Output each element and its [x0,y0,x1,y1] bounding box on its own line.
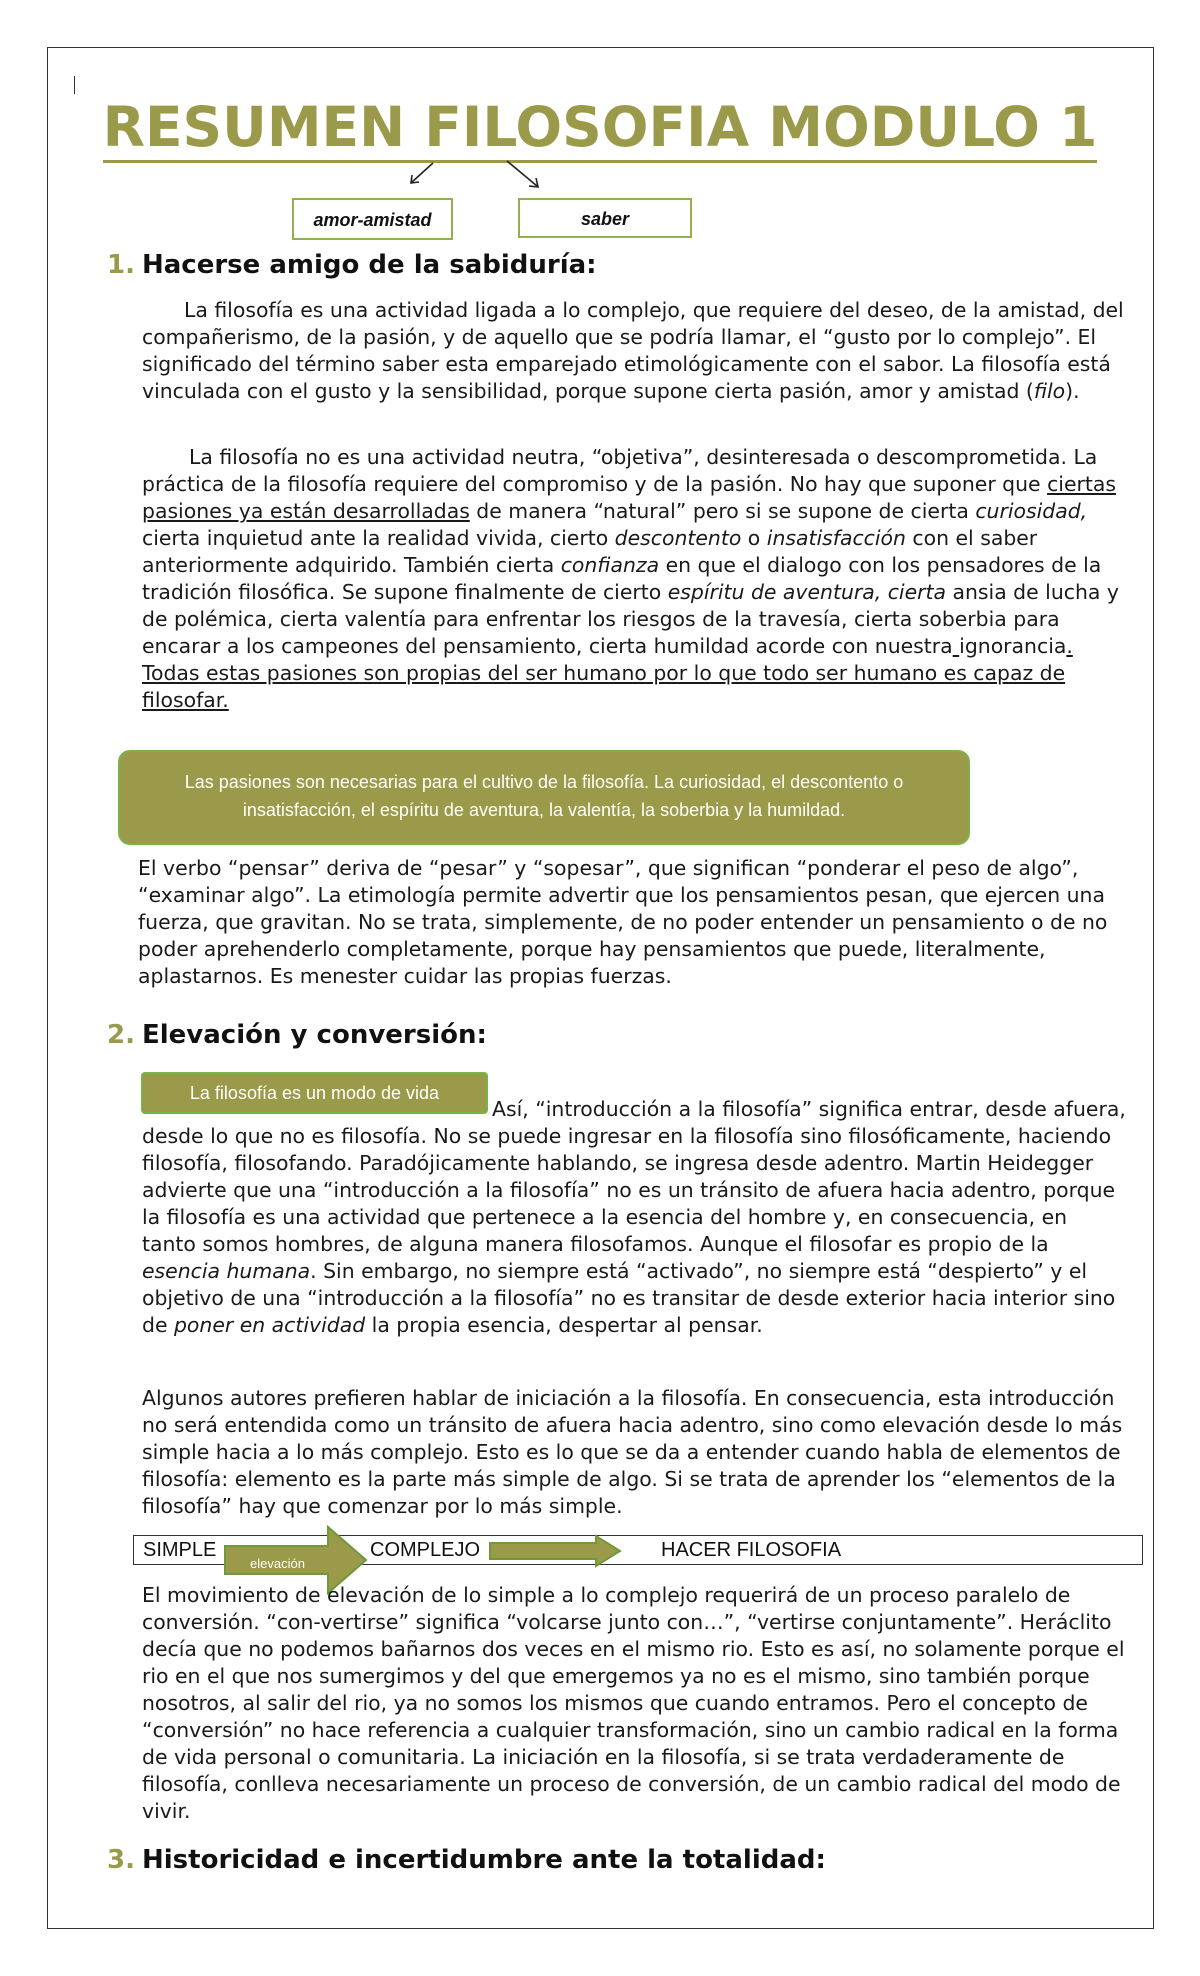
etymology-box-amor: amor-amistad [292,198,453,240]
s1p2-a: La filosofía no es una actividad neutra, “objetiva”, desinteresada o descomprometida. La práctica de la filosofía requiere del compromiso y de la pasión. No hay que suponer que [142,445,1098,496]
document-title-text: RESUMEN FILOSOFIA MODULO 1 [103,95,1098,163]
s1p2-e: con el saber anteriormente adquirido. También cierta [142,526,1038,577]
s1p2-underline-1: ciertas pasiones ya están desarrolladas [142,472,1116,523]
s1p1-text: La filosofía es una actividad ligada a lo complejo, que requiere del deseo, de la amistad, del compañerismo, de la pasión, y de aquello que se podría llamar, el “gusto por lo complejo”. El significado del término saber esta emparejado etimológicamente con el sabor. La filosofía está vinculada con el gusto y la sensibilidad, porque supone cierta pasión, amor y amistad ( [142,298,1124,403]
etymology-box-saber: saber [518,198,692,238]
s2p1-italic-2: poner en actividad [173,1313,366,1337]
s1p2-underline-period: . [1066,634,1073,658]
s1p2-g: ansia de lucha y de polémica, cierta valentía para enfrentar los riesgos de la travesía, cierta soberbia para encarar a los campeones del pensamiento, cierta humildad acorde con nuestra [142,580,1119,658]
s2p3-text: El movimiento de elevación de lo simple a lo complejo requerirá de un proceso paralelo de conversión. “con-vertirse” significa “volcarse junto con…”, “vertirse conjuntamente”. Heráclito decía que no podemos bañarnos dos veces en el mismo rio. Esto es así, no solamente porque el rio en el que nos sumergimos y del que emergemos ya no es el mismo, sino también porque nosotros, al salir del rio, ya no somos los mismos que cuando entramos. Pero el concepto de “conversión” no hace referencia a cualquier transformación, sino un cambio radical en la forma de vida personal o comunitaria. La iniciación en la filosofía, si se trata verdaderamente de filosofía, conlleva necesariamente un proceso de conversión, de un cambio radical del modo de vivir. [142,1583,1125,1823]
s2p1-c: la propia esencia, despertar al pensar. [365,1313,763,1337]
s2p1-b: . Sin embargo, no siempre está “activado”, no siempre está “despierto” y el objetivo de una “introducción a la filosofía” no es transitar de desde exterior hacia interior sino de [142,1259,1116,1337]
s1p2-c: cierta inquietud ante la realidad vivida, cierto [142,526,615,550]
passions-callout-text: Las pasiones son necesarias para el cultivo de la filosofía. La curiosidad, el descontento o insatisfacción, el espíritu de aventura, la valentía, la soberbia y la humildad. [184,772,904,820]
s2p1-italic-1: esencia humana [142,1259,311,1283]
s1p2-italic-4: confianza [560,553,660,577]
s1p2-italic-3: insatisfacción [766,526,906,550]
section-1-number: 1. [107,250,135,280]
flow-label-complejo: COMPLEJO [370,1539,481,1561]
s2p2-text: Algunos autores prefieren hablar de iniciación a la filosofía. En consecuencia, esta introducción no será entendida como un tránsito de afuera hacia adentro, sino como elevación desde lo más simple hacia a lo más complejo. Esto es lo que se da a entender cuando habla de elementos de filosofía: elemento es la parte más simple de algo. Si se trata de aprender los “elementos de la filosofía” hay que comenzar por lo más simple. [142,1386,1123,1518]
s1p1-filo: filo [1033,379,1066,403]
s1p2-italic-1: curiosidad, [975,499,1088,523]
s2p1-a: Así, “introducción a la filosofía” significa entrar, desde afuera, desde lo que no es filosofía. No se puede ingresar en la filosofía sino filosóficamente, haciendo filosofía, filosofando. Paradójicamente hablando, se ingresa desde adentro. Martin Heidegger advierte que una “introducción a la filosofía” no es un tránsito de afuera hacia adentro, porque la filosofía es una actividad que pertenece a la esencia del hombre y, en consecuencia, en tanto somos hombres, de alguna manera filosofamos. Aunque el filosofar es propio de la [142,1097,1126,1256]
section-3-heading [107,1844,826,1876]
s1p3-text: El verbo “pensar” deriva de “pesar” y “sopesar”, que significan “ponderar el peso de algo”, “examinar algo”. La etimología permite advertir que los pensamientos pesan, que ejercen una fuerza, que gravitan. No se trata, simplemente, de no poder entender un pensamiento o de no poder aprehenderlo completamente, porque hay pensamientos que puede, literalmente, aplastarnos. Es menester cuidar las propias fuerzas. [138,856,1108,988]
flow-label-simple: SIMPLE [143,1539,217,1561]
s1p2-b: de manera “natural” pero si se supone de cierta [469,499,976,523]
section-3-title: Historicidad e incertidumbre ante la totalidad: [142,1845,826,1875]
s1p2-h: ignorancia [959,634,1067,658]
s1p1-end: ). [1065,379,1080,403]
section-2-paragraph-3 [142,1582,1132,1825]
s1p2-d: o [741,526,767,550]
complex-to-practice-arrow [490,1536,620,1566]
flow-label-hacer-filosofia: HACER FILOSOFIA [661,1539,842,1561]
section-1-title: Hacerse amigo de la sabiduría: [142,250,597,280]
section-2-title: Elevación y conversión: [142,1020,487,1050]
s1p2-underline-conclusion: Todas estas pasiones son propias del ser humano por lo que todo ser humano es capaz de filosofar. [142,661,1066,712]
s1p2-italic-2: descontento [614,526,742,550]
section-3-number: 3. [107,1845,135,1875]
s1p2-italic-5: espíritu de aventura, cierta [667,580,947,604]
flow-label-elevacion: elevación [250,1556,305,1571]
modo-de-vida-callout: La filosofía es un modo de vida [141,1072,488,1114]
section-2-number: 2. [107,1020,135,1050]
s1p2-f: en que el dialogo con los pensadores de la tradición filosófica. Se supone finalmente de cierto [142,553,1102,604]
